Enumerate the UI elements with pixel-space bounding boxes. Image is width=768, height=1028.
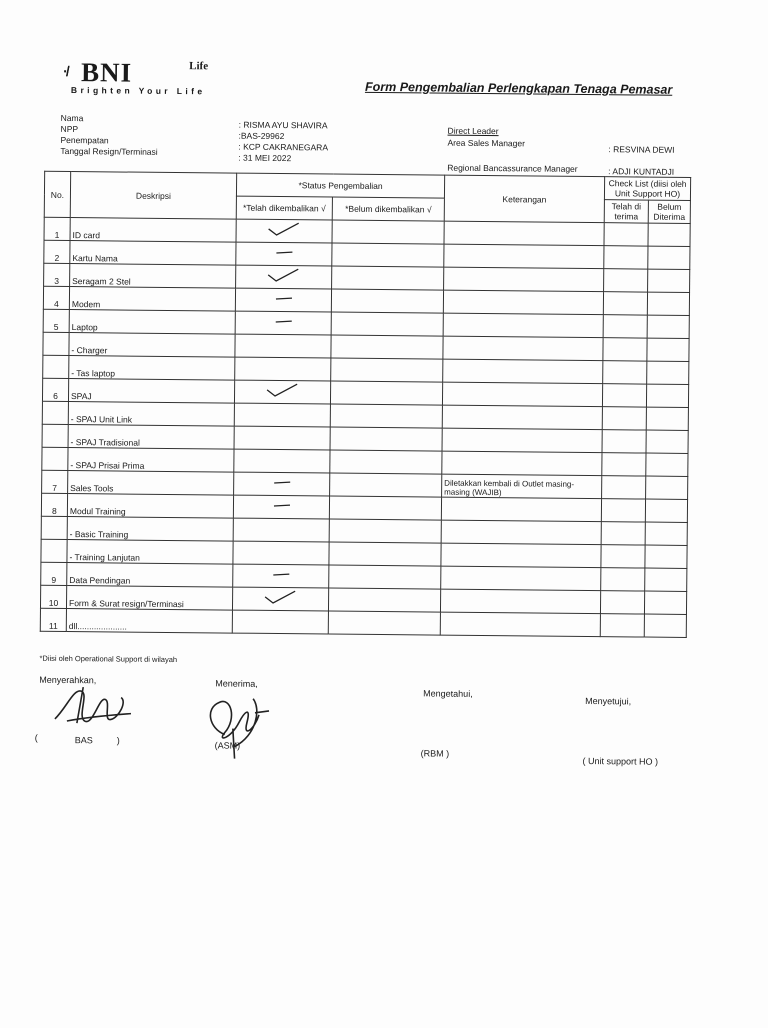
asm-signature-icon (195, 688, 286, 761)
row-returned-mark (235, 357, 331, 381)
row-note (441, 497, 601, 522)
row-not-received (645, 568, 687, 591)
row-received (601, 522, 645, 545)
row-not-returned (330, 381, 442, 405)
row-returned-mark (233, 541, 329, 565)
row-not-returned (330, 473, 442, 497)
info-value-date: : 31 MEI 2022 (238, 152, 292, 164)
received-label: Menerima, (215, 678, 258, 689)
row-returned-mark (235, 334, 331, 358)
row-description: - SPAJ Tradisional (68, 425, 234, 450)
row-number (42, 401, 68, 424)
row-received (604, 269, 648, 292)
row-not-returned (330, 427, 442, 451)
col-notes: Keterangan (444, 175, 604, 223)
row-not-returned (332, 243, 444, 267)
dash-icon (234, 472, 330, 496)
row-not-returned (329, 519, 441, 543)
row-received (603, 292, 647, 315)
col-description: Deskripsi (70, 172, 236, 220)
row-number (42, 447, 68, 470)
bni-logo-icon: ·̸̸ (63, 62, 67, 79)
row-received (600, 614, 644, 637)
row-not-returned (328, 588, 440, 612)
col-checklist: Check List (diisi oleh Unit Support HO) (604, 177, 690, 201)
row-number: 1 (44, 217, 70, 240)
row-number (41, 516, 67, 539)
col-not-received: Belum Diterima (648, 200, 690, 223)
row-description: Form & Surat resign/Terminasi (66, 586, 232, 611)
row-note (441, 566, 601, 591)
row-received (604, 246, 648, 269)
row-not-received (646, 476, 688, 499)
row-returned-mark (234, 449, 330, 473)
unit-support-label: ( Unit support HO ) (582, 755, 659, 767)
row-note (442, 428, 602, 453)
row-note (441, 543, 601, 568)
info-label-name: Nama (60, 112, 84, 124)
row-received (602, 407, 646, 430)
row-not-returned (332, 220, 444, 244)
row-received (602, 476, 646, 499)
footnote: *Diisi oleh Operational Support di wilayah (39, 653, 178, 665)
row-note (444, 244, 604, 269)
col-received: Telah di terima (604, 200, 648, 223)
row-not-received (647, 292, 689, 315)
info-label-placement: Penempatan (60, 134, 109, 146)
row-received (604, 223, 648, 246)
row-number (43, 332, 69, 355)
row-note (444, 267, 604, 292)
row-received (603, 338, 647, 361)
row-received (601, 568, 645, 591)
info-label-npp: NPP (60, 123, 79, 135)
info-labels (60, 113, 158, 158)
row-not-received (645, 499, 687, 522)
row-description: Laptop (69, 310, 235, 335)
asm-signature-label: (ASM) (214, 740, 241, 751)
row-not-returned (328, 611, 440, 635)
row-not-received (648, 246, 690, 269)
row-not-received (646, 453, 688, 476)
row-description: ID card (70, 218, 236, 243)
row-not-returned (331, 312, 443, 336)
row-number: 7 (42, 470, 68, 493)
rbm-signature-label: (RBM ) (420, 748, 450, 759)
approved-label: Menyetujui, (585, 695, 632, 707)
row-not-returned (330, 450, 442, 474)
row-note (443, 313, 603, 338)
row-number: 4 (43, 286, 69, 309)
row-description: Modem (69, 287, 235, 312)
dash-icon (235, 311, 331, 335)
col-returned: *Telah dikembalikan √ (236, 196, 332, 220)
row-description: - SPAJ Unit Link (68, 402, 234, 427)
row-note (440, 589, 600, 614)
row-description: - Charger (69, 333, 235, 358)
col-no: No. (44, 171, 70, 217)
row-number (41, 539, 67, 562)
row-note: Diletakkan kembali di Outlet masing-masing (WAJIB) (442, 474, 602, 499)
dash-icon (233, 495, 329, 519)
checkmark-icon (236, 265, 332, 289)
checkmark-icon (234, 380, 330, 404)
info-label-date: Tanggal Resign/Terminasi (60, 145, 158, 157)
row-not-received (646, 430, 688, 453)
info-value-placement: : KCP CAKRANEGARA (238, 141, 329, 153)
row-not-returned (331, 289, 443, 313)
row-received (601, 545, 645, 568)
row-number (43, 355, 69, 378)
row-number: 10 (40, 585, 66, 608)
row-not-received (648, 223, 690, 246)
info-value-npp: :BAS-29962 (238, 130, 285, 142)
row-note (442, 382, 602, 407)
row-description: Seragam 2 Stel (70, 264, 236, 289)
row-not-returned (332, 266, 444, 290)
row-received (601, 499, 645, 522)
handed-over-label: Menyerahkan, (39, 674, 97, 686)
row-description: - Basic Training (67, 517, 233, 542)
row-received (600, 591, 644, 614)
direct-leader-title: Direct Leader (447, 125, 499, 137)
row-returned-mark (234, 426, 330, 450)
row-note (444, 221, 604, 246)
bas-label: BAS (74, 735, 93, 746)
form-title: Form Pengembalian Perlengkapan Tenaga Pemasar (364, 79, 673, 97)
row-not-received (647, 338, 689, 361)
row-number: 11 (40, 608, 66, 631)
row-note (442, 451, 602, 476)
row-returned-mark (232, 610, 328, 634)
row-not-returned (329, 542, 441, 566)
row-number: 2 (44, 240, 70, 263)
acknowledged-label: Mengetahui, (423, 688, 473, 699)
col-not-returned: *Belum dikembalikan √ (332, 197, 444, 221)
row-not-received (647, 315, 689, 338)
row-returned-mark (234, 403, 330, 427)
row-received (603, 315, 647, 338)
row-not-returned (329, 496, 441, 520)
asm-label: Area Sales Manager (447, 137, 526, 149)
checkmark-icon (232, 587, 328, 611)
row-not-returned (330, 404, 442, 428)
rbm-label: Regional Bancassurance Manager (447, 162, 578, 174)
row-not-received (644, 614, 686, 637)
asm-value: : RESVINA DEWI (608, 144, 675, 155)
rbm-value: : ADJI KUNTADJI (608, 166, 675, 177)
row-note (443, 359, 603, 384)
row-number: 9 (41, 562, 67, 585)
row-description: Modul Training (67, 494, 233, 519)
row-description: - SPAJ Prisai Prima (68, 448, 234, 473)
row-description: Sales Tools (68, 471, 234, 496)
logo-life: Life (189, 60, 209, 73)
row-not-received (647, 361, 689, 384)
row-number: 8 (41, 493, 67, 516)
row-note (442, 405, 602, 430)
row-not-returned (329, 565, 441, 589)
row-not-received (648, 269, 690, 292)
row-description: Kartu Nama (70, 241, 236, 266)
info-values (238, 120, 328, 165)
bas-paren-open: ( (34, 732, 38, 743)
dash-icon (235, 288, 331, 312)
row-not-received (644, 591, 686, 614)
row-received (602, 384, 646, 407)
logo-tagline: Brighten Your Life (70, 85, 206, 97)
return-table (40, 171, 691, 638)
row-received (603, 361, 647, 384)
row-not-received (645, 522, 687, 545)
row-number: 6 (42, 378, 68, 401)
row-not-returned (331, 358, 443, 382)
dash-icon (233, 564, 329, 588)
row-number: 5 (43, 309, 69, 332)
table-row (40, 608, 686, 637)
info-value-name: : RISMA AYU SHAVIRA (238, 119, 328, 131)
row-not-returned (331, 335, 443, 359)
row-not-received (646, 384, 688, 407)
row-not-received (646, 407, 688, 430)
bas-paren-close: ) (116, 735, 120, 746)
row-note (443, 290, 603, 315)
row-description: dll..................... (66, 609, 232, 634)
row-received (602, 453, 646, 476)
checkmark-icon (236, 219, 332, 243)
row-description: Data Pendingan (67, 563, 233, 588)
row-note (443, 336, 603, 361)
col-status: *Status Pengembalian (236, 173, 444, 198)
row-note (440, 612, 600, 637)
row-returned-mark (233, 518, 329, 542)
row-description: SPAJ (68, 379, 234, 404)
dash-icon (236, 242, 332, 266)
row-not-received (645, 545, 687, 568)
logo-name: BNI (80, 57, 133, 88)
bas-signature-icon (47, 677, 138, 738)
row-description: - Training Lanjutan (67, 540, 233, 565)
row-note (441, 520, 601, 545)
row-number: 3 (44, 263, 70, 286)
row-received (602, 430, 646, 453)
row-description: - Tas laptop (69, 356, 235, 381)
row-number (42, 424, 68, 447)
